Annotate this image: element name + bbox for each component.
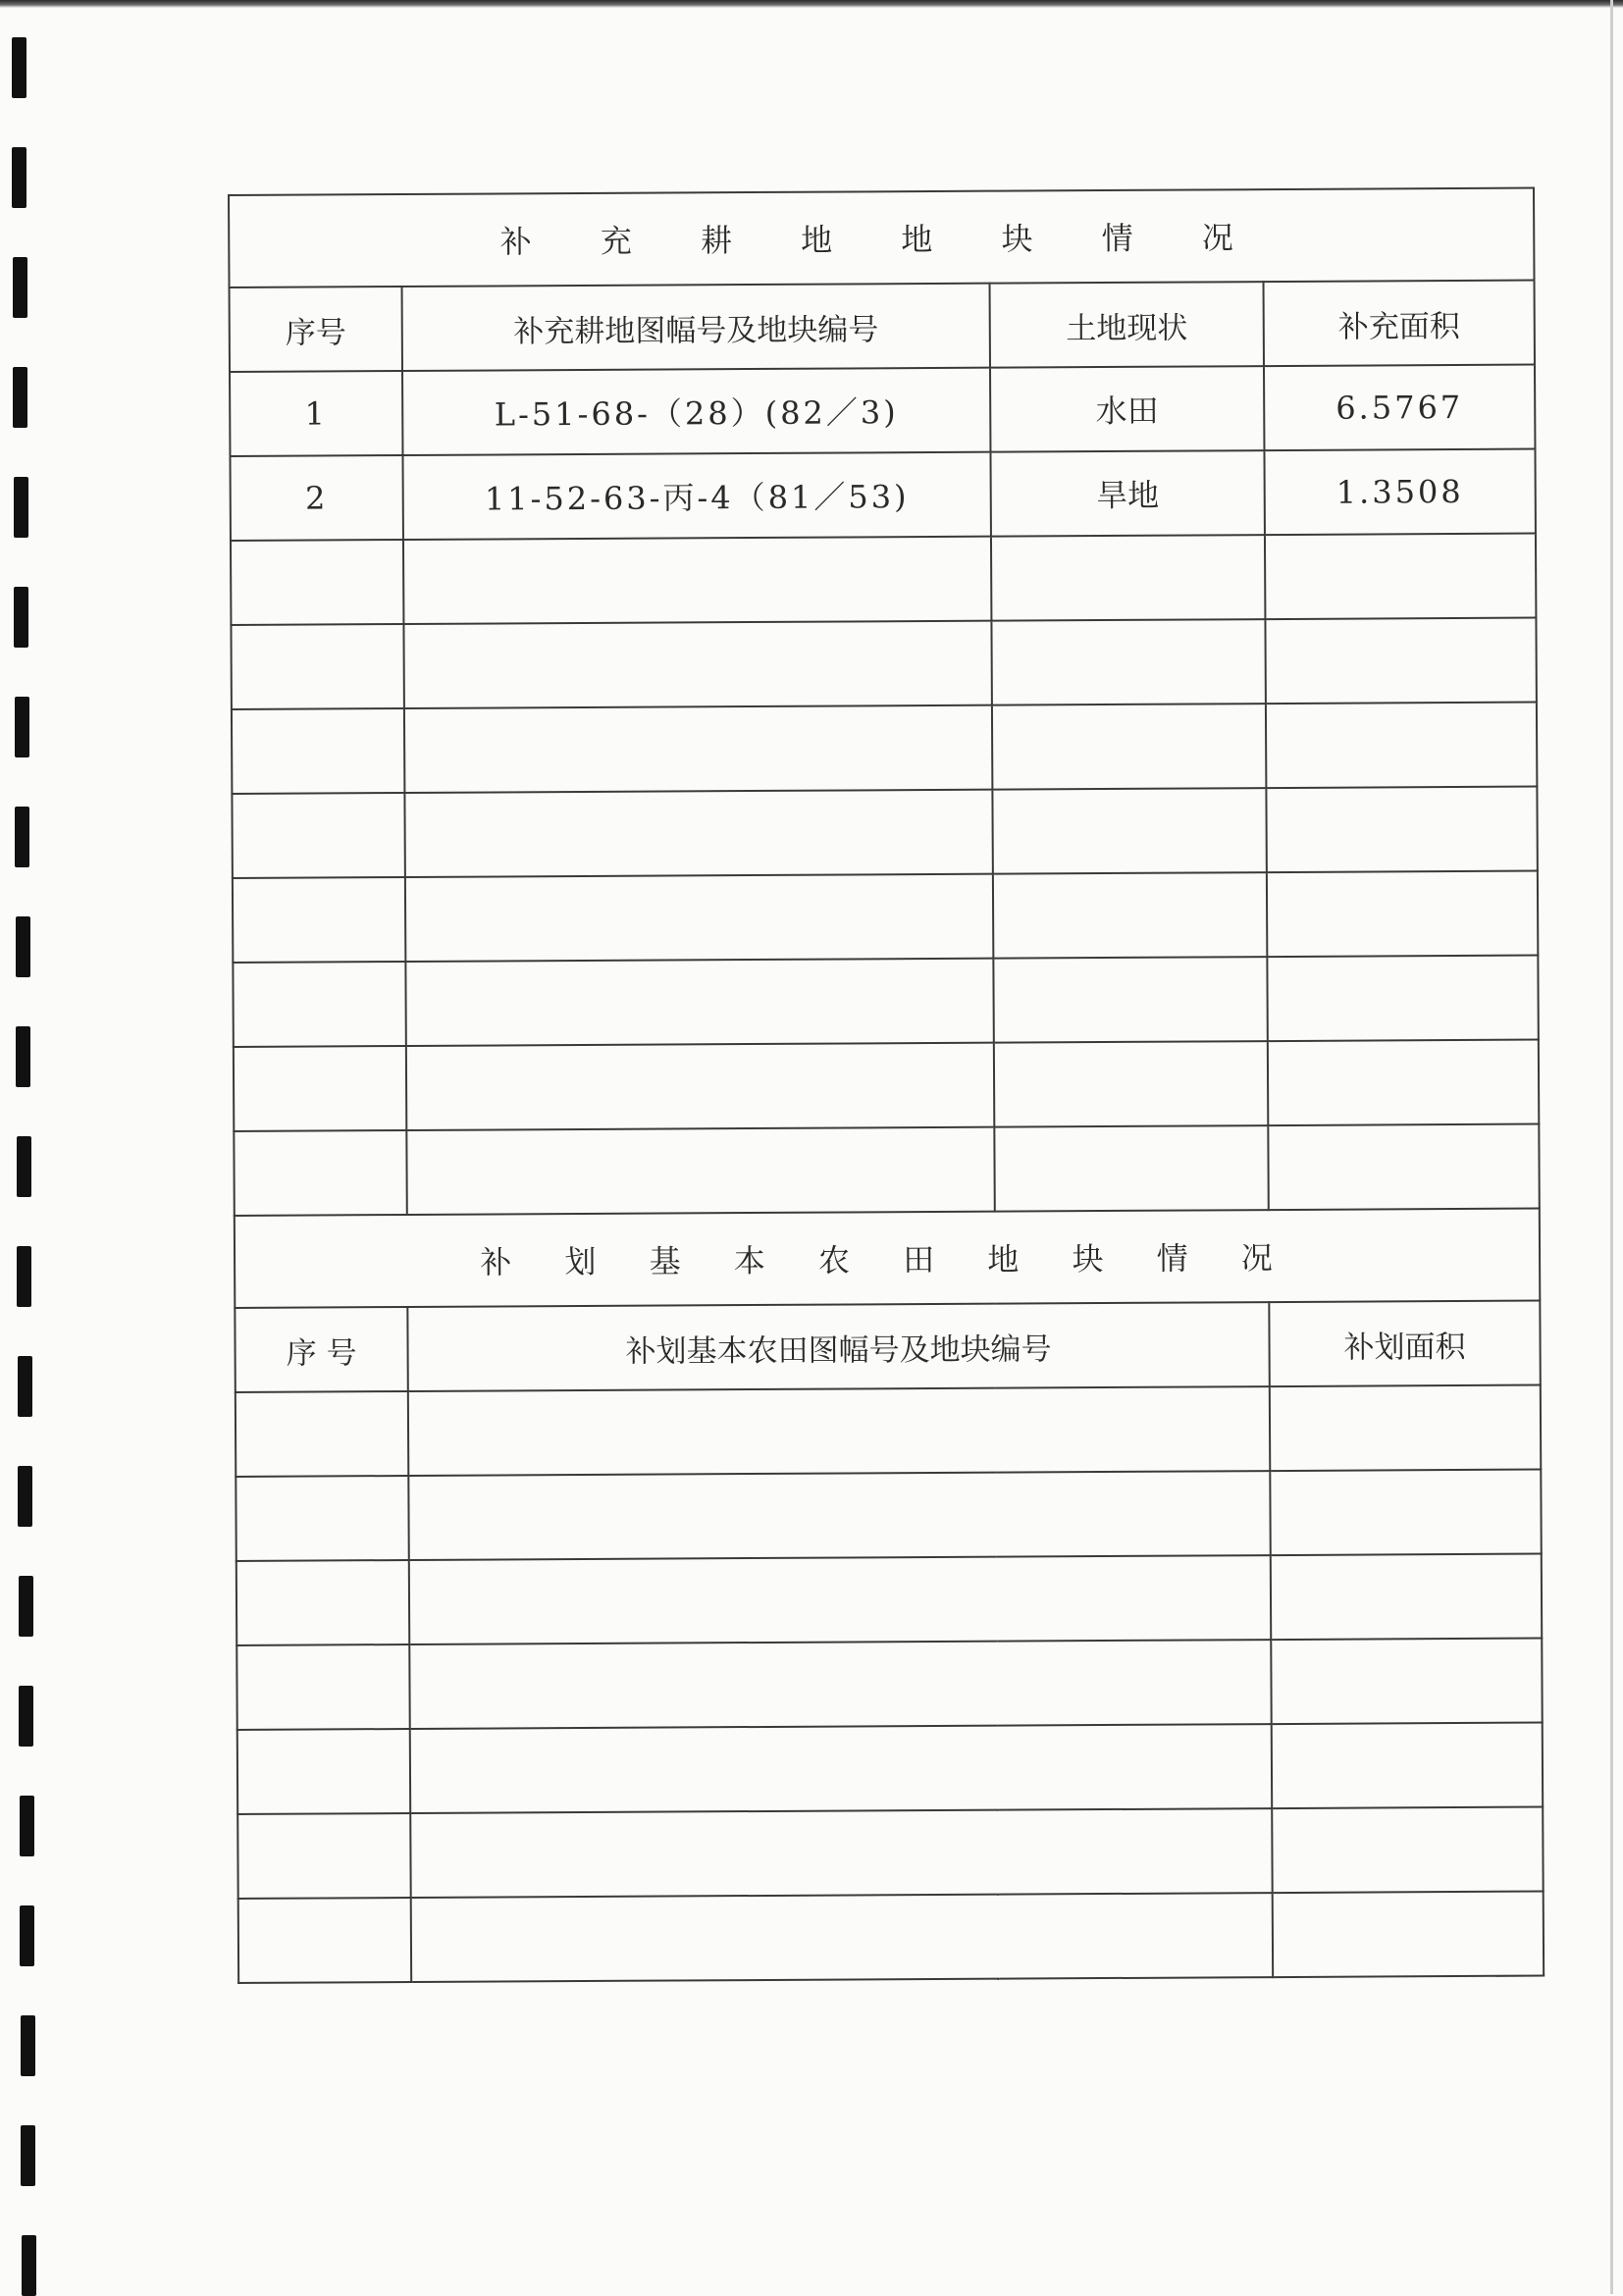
cell-area [1270, 1385, 1542, 1472]
cell-land-status [993, 872, 1267, 959]
cell-land-status: 旱地 [990, 450, 1264, 537]
cell-parcel-no [408, 1471, 1270, 1560]
cell-serial [236, 1476, 408, 1561]
cell-serial: 2 [230, 455, 402, 541]
binding-hole [18, 1466, 32, 1527]
cell-parcel-no [403, 621, 991, 708]
binding-holes [8, 0, 47, 2294]
cell-serial: 1 [230, 371, 402, 456]
binding-hole [20, 1796, 34, 1856]
cell-serial [234, 1130, 406, 1216]
table-row [238, 1892, 1544, 1983]
cell-serial [231, 540, 403, 625]
scan-top-edge [0, 0, 1623, 8]
cell-area [1270, 1470, 1542, 1556]
cell-land-status [991, 619, 1265, 705]
binding-hole [17, 1246, 31, 1307]
cell-land-status [992, 704, 1266, 790]
cell-serial [232, 793, 404, 878]
cell-serial [233, 877, 405, 963]
header-supplementary-area: 补充面积 [1264, 281, 1536, 367]
cell-area [1265, 618, 1537, 704]
binding-hole [15, 807, 29, 867]
cell-area [1271, 1554, 1543, 1641]
table-row [236, 1554, 1542, 1645]
binding-hole [17, 1136, 31, 1197]
table-row [232, 787, 1537, 878]
cell-serial [237, 1729, 410, 1814]
table-row [233, 871, 1538, 963]
cell-serial [234, 1046, 406, 1131]
cell-serial [233, 962, 405, 1047]
binding-hole [22, 2235, 36, 2296]
binding-hole [21, 2015, 35, 2076]
cell-area: 6.5767 [1264, 365, 1536, 451]
binding-hole [14, 477, 28, 538]
cell-parcel-no [410, 1724, 1272, 1813]
cell-parcel-no: L-51-68-（28）(82／3) [402, 368, 990, 455]
binding-hole [18, 1356, 32, 1417]
binding-hole [14, 587, 28, 648]
binding-hole [13, 257, 27, 318]
header-designated-area: 补划面积 [1269, 1301, 1541, 1387]
table-row [237, 1723, 1543, 1814]
table-row [230, 449, 1535, 541]
header-row [235, 1301, 1540, 1392]
cell-serial [232, 708, 404, 794]
cell-land-status [991, 535, 1265, 621]
scan-right-edge [1610, 0, 1613, 2294]
cell-parcel-no [405, 959, 993, 1046]
cell-area [1265, 534, 1537, 620]
section-title-row [235, 1209, 1541, 1308]
parcel-table [228, 187, 1544, 1984]
section-title-row [229, 188, 1535, 287]
cell-serial [236, 1560, 409, 1645]
table-row [230, 365, 1535, 456]
cell-land-status [994, 1041, 1268, 1127]
cell-serial [231, 624, 403, 709]
table-row [234, 1124, 1539, 1216]
header-serial: 序号 [230, 287, 402, 372]
cell-parcel-no [405, 874, 993, 962]
cell-area [1272, 1807, 1544, 1894]
cell-area [1266, 787, 1538, 873]
cell-serial [237, 1813, 410, 1899]
basic-farmland-title: 补 划 基 本 农 田 地 块 情 况 [235, 1209, 1541, 1308]
cell-area [1268, 1124, 1540, 1211]
cell-parcel-no [404, 790, 992, 877]
cell-serial [236, 1644, 409, 1730]
cell-serial [238, 1898, 411, 1983]
binding-hole [16, 1026, 30, 1087]
cell-parcel-no [404, 705, 992, 793]
table-row [233, 956, 1538, 1047]
header-map-sheet-parcel-no: 补充耕地图幅号及地块编号 [402, 284, 990, 371]
cell-serial [236, 1391, 408, 1477]
cell-land-status [993, 957, 1267, 1043]
land-parcel-form [228, 187, 1543, 1984]
header-land-status: 土地现状 [990, 282, 1264, 368]
header-serial: 序 号 [235, 1307, 407, 1392]
table-row [231, 534, 1536, 625]
binding-hole [16, 916, 30, 977]
header-row [230, 281, 1535, 372]
cell-area [1267, 956, 1539, 1042]
table-row [236, 1639, 1542, 1730]
cell-parcel-no [406, 1043, 994, 1130]
binding-hole [19, 1576, 33, 1637]
binding-hole [21, 2125, 35, 2186]
cell-land-status [992, 788, 1266, 874]
cell-parcel-no: 11-52-63-丙-4（81／53) [402, 452, 990, 540]
cell-land-status [994, 1125, 1268, 1212]
binding-hole [12, 37, 26, 98]
table-row [237, 1807, 1543, 1899]
binding-hole [12, 147, 26, 208]
cell-area [1272, 1723, 1544, 1809]
cell-parcel-no [410, 1808, 1272, 1898]
header-map-sheet-parcel-no: 补划基本农田图幅号及地块编号 [407, 1302, 1269, 1391]
cell-area [1273, 1892, 1544, 1978]
table-row [234, 1040, 1539, 1131]
supplementary-farmland-title: 补 充 耕 地 地 块 情 况 [229, 188, 1535, 287]
cell-parcel-no [409, 1555, 1271, 1644]
cell-parcel-no [403, 537, 991, 624]
table-row [236, 1385, 1541, 1477]
binding-hole [13, 367, 27, 428]
cell-parcel-no [408, 1386, 1270, 1476]
table-row [236, 1470, 1541, 1561]
cell-area [1267, 871, 1539, 958]
cell-area [1271, 1639, 1543, 1725]
binding-hole [15, 697, 29, 757]
cell-area: 1.3508 [1264, 449, 1536, 536]
cell-area [1268, 1040, 1540, 1126]
cell-parcel-no [411, 1893, 1273, 1982]
cell-area [1266, 703, 1538, 789]
binding-hole [20, 1905, 34, 1966]
cell-parcel-no [406, 1127, 994, 1215]
cell-land-status: 水田 [990, 366, 1264, 452]
table-row [231, 618, 1536, 709]
table-row [232, 703, 1537, 794]
cell-parcel-no [409, 1640, 1271, 1729]
binding-hole [19, 1686, 33, 1747]
